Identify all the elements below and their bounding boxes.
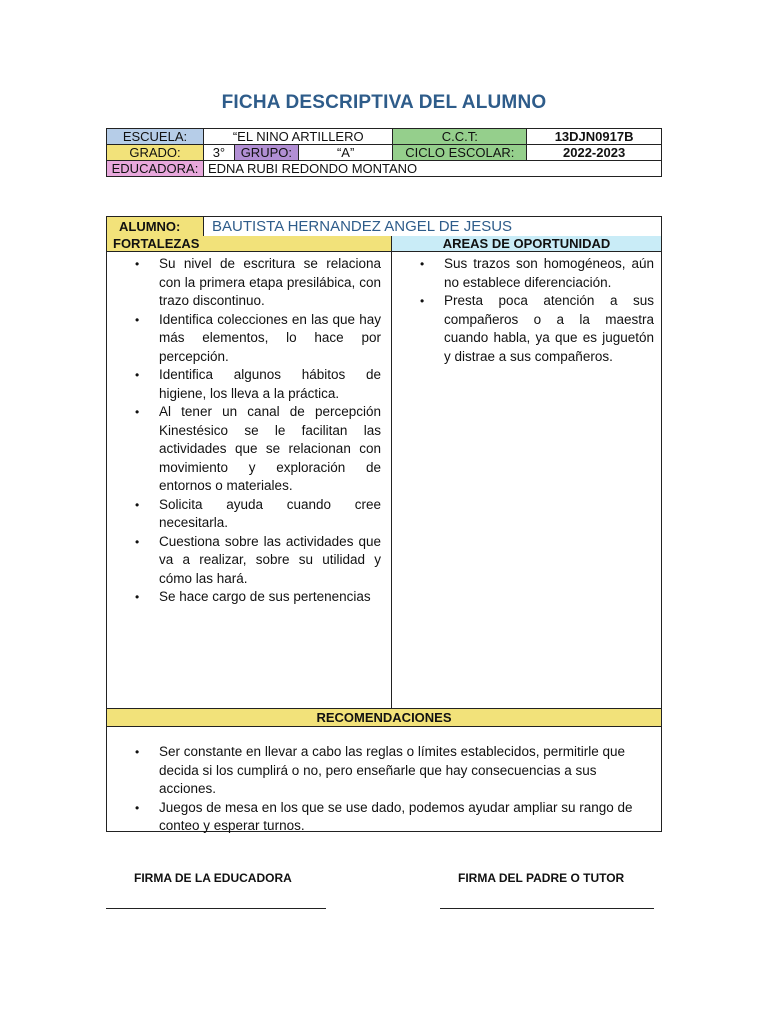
educadora-label: EDUCADORA: bbox=[107, 161, 204, 177]
list-item: • Identifica colecciones en las que hay más elementos, lo hace por percepción. bbox=[135, 311, 381, 364]
ciclo-label: CICLO ESCOLAR: bbox=[393, 145, 527, 161]
grado-label: GRADO: bbox=[107, 145, 204, 161]
areas-column bbox=[392, 252, 661, 708]
bullet-icon: • bbox=[135, 745, 140, 759]
alumno-label: ALUMNO: bbox=[107, 217, 204, 236]
list-item: • Identifica algunos hábitos de higiene, los lleva a la práctica. bbox=[135, 367, 381, 401]
fortalezas-column bbox=[107, 252, 392, 708]
escuela-label: ESCUELA: bbox=[107, 129, 204, 145]
list-item: • Presta poca atención a sus compañeros o a la maestra cuando habla, ya que es juguetón y distrae a sus compañeros. bbox=[420, 293, 654, 364]
fortalezas-header: FORTALEZAS bbox=[107, 236, 392, 252]
signature-line-padre bbox=[440, 908, 654, 909]
list-item: • Su nivel de escritura se relaciona con la primera etapa presilábica, con trazo discontinuo. bbox=[135, 256, 381, 308]
bullet-icon: • bbox=[135, 405, 140, 419]
escuela-value: “EL NINO ARTILLERO bbox=[203, 129, 393, 145]
recomendaciones-list bbox=[135, 743, 655, 836]
list-item: • Solicita ayuda cuando cree necesitarla. bbox=[135, 496, 381, 530]
list-item: • Ser constante en llevar a cabo las reglas o límites establecidos, permitirle que decida si los cumplirá o no, pero enseñarle que hay consecuencias a sus acciones. bbox=[135, 744, 625, 796]
list-item: • Juegos de mesa en los que se use dado, podemos ayudar ampliar su rango de conteo y esperar turnos. bbox=[135, 799, 633, 833]
list-item: • Se hace cargo de sus pertenencias bbox=[159, 588, 381, 607]
grupo-value: “A” bbox=[298, 145, 393, 161]
bullet-icon: • bbox=[135, 800, 140, 815]
signature-label-padre: FIRMA DEL PADRE O TUTOR bbox=[458, 871, 625, 885]
grado-value: 3° bbox=[203, 145, 234, 161]
signature-line-educadora bbox=[106, 908, 326, 909]
student-card bbox=[106, 216, 662, 832]
signature-label-educadora: FIRMA DE LA EDUCADORA bbox=[134, 871, 292, 885]
fortalezas-list bbox=[135, 255, 381, 607]
ciclo-value: 2022-2023 bbox=[527, 145, 662, 161]
bullet-icon: • bbox=[135, 368, 140, 382]
recomendaciones-header: RECOMENDACIONES bbox=[107, 708, 661, 727]
bullet-icon: • bbox=[420, 294, 425, 308]
grupo-label: GRUPO: bbox=[234, 145, 298, 161]
alumno-name: BAUTISTA HERNANDEZ ANGEL DE JESUS bbox=[212, 218, 513, 235]
bullet-icon: • bbox=[420, 257, 425, 271]
bullet-icon: • bbox=[135, 257, 140, 271]
alumno-row bbox=[107, 217, 661, 237]
cct-value: 13DJN0917B bbox=[527, 129, 662, 145]
bullet-icon: • bbox=[135, 534, 140, 549]
areas-header: AREAS DE OPORTUNIDAD bbox=[392, 236, 661, 252]
list-item: • Sus trazos son homogéneos, aún no establece diferenciación. bbox=[420, 256, 654, 290]
grade-row bbox=[107, 145, 662, 161]
list-item: • Al tener un canal de percepción Kinestésico se le facilitan las actividades que se relacionan con movimiento y exploración de entornos o materiales. bbox=[135, 404, 381, 493]
school-info-table bbox=[106, 128, 662, 177]
teacher-row bbox=[107, 161, 662, 177]
bullet-icon: • bbox=[135, 590, 140, 604]
bullet-icon: • bbox=[135, 312, 140, 327]
bullet-icon: • bbox=[135, 497, 140, 512]
list-item: • Cuestiona sobre las actividades que va a realizar, sobre su utilidad y cómo las hará. bbox=[135, 533, 381, 586]
cct-label: C.C.T: bbox=[393, 129, 527, 145]
educadora-value: EDNA RUBI REDONDO MONTANO bbox=[203, 161, 661, 177]
school-row bbox=[107, 129, 662, 145]
areas-list bbox=[420, 255, 654, 366]
page-title: FICHA DESCRIPTIVA DEL ALUMNO bbox=[221, 92, 547, 113]
